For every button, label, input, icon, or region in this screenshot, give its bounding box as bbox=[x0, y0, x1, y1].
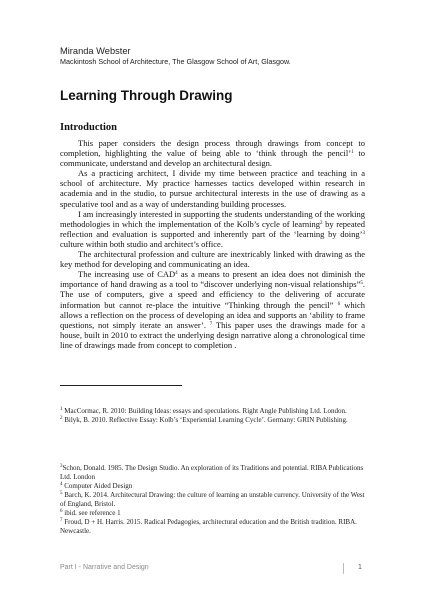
footnote-text: Schon, Donald. 1985. The Design Studio. An exploration of its Traditions and potential. RIBA Publications Ltd. London bbox=[60, 464, 364, 481]
author-name: Miranda Webster bbox=[60, 46, 131, 56]
paragraph-text: As a practicing architect, I divide my time between practice and teaching in a school of architecture. My practice harnesses tactics developed within research in academia and in the studio, to pursue architectural interests in the use of drawing as a speculative tool and as a way of understanding building processes. bbox=[60, 168, 365, 209]
footnote-number: 5 bbox=[60, 491, 63, 496]
footnote-separator bbox=[60, 385, 182, 386]
paragraph-text: as a means to present an idea does not diminish the importance of hand drawing as a tool to “discover underlying non-visual relationships” bbox=[60, 269, 365, 290]
body-paragraph bbox=[60, 209, 365, 249]
page-number: 1 bbox=[358, 564, 362, 571]
footnote-number: 1 bbox=[60, 407, 63, 412]
footnote-number: 4 bbox=[60, 482, 63, 487]
footnote-text: Bilyk, B. 2010. Reflective Essay: Kolb’s ‘Experiential Learning Cycle’. Germany: GRIN Publishing. bbox=[62, 416, 348, 424]
paragraph-text: The increasing use of CAD bbox=[78, 269, 176, 280]
footnote-reference: 7 bbox=[209, 321, 213, 327]
footnote bbox=[60, 416, 370, 425]
footnote-number: 6 bbox=[60, 509, 63, 514]
section-heading: Introduction bbox=[60, 122, 117, 133]
body-paragraph bbox=[60, 249, 365, 269]
paragraph-text: which allows a reflection on the process of developing an idea and supports an ‘ability to frame questions, not simply iterate an answer’. bbox=[60, 299, 365, 330]
footer-section-label: Part I - Narrative and Design bbox=[60, 564, 149, 571]
footnote-reference: 6 bbox=[337, 301, 341, 307]
footnote bbox=[60, 509, 370, 518]
paragraph-text: by repeated reflection and evaluation is supported and inherently part of the ‘learning by doing’ bbox=[60, 218, 365, 239]
footnotes-group-a bbox=[60, 407, 370, 425]
footnote bbox=[60, 407, 370, 416]
footnote bbox=[60, 464, 370, 482]
footnotes-group-b bbox=[60, 464, 370, 536]
footnote-text: ibid. see reference 1 bbox=[62, 509, 121, 517]
body-text bbox=[60, 138, 365, 350]
paragraph-text: This paper uses the drawings made for a house, built in 2010 to extract the underlying design narrative along a chronological time line of drawings made from concept to completion . bbox=[60, 319, 366, 350]
footnote-reference: 5 bbox=[360, 281, 363, 287]
footnote-text: Barch, K. 2014. Architectural Drawing: the culture of learning an unstable currency. University of the West of England, Bristol. bbox=[60, 491, 365, 508]
paragraph-text: I am increasingly interested in supporting the students understanding of the working methodologies in which the implementation of the Kolb’s cycle of learning bbox=[60, 208, 365, 229]
author-block bbox=[60, 46, 390, 67]
page-footer bbox=[60, 564, 370, 576]
footer-divider bbox=[343, 563, 344, 574]
body-paragraph bbox=[60, 138, 365, 168]
paragraph-text: to communicate, understand and develop an architectural design. bbox=[60, 148, 365, 169]
body-paragraph bbox=[60, 269, 365, 350]
footnote bbox=[60, 482, 370, 491]
paragraph-text: culture within both studio and architect’s office. bbox=[60, 238, 223, 249]
paragraph-text: . The use of computers, give a speed and efficiency to the delivering of accurate information but cannot re-place the intuitive “Thinking through the pencil” bbox=[60, 279, 365, 310]
footnote-text: Computer Aided Design bbox=[62, 482, 133, 490]
footnote-reference: 1 bbox=[351, 150, 354, 156]
footnote-number: 7 bbox=[60, 518, 63, 523]
footnote bbox=[60, 518, 370, 536]
footnote-number: 2 bbox=[60, 416, 63, 421]
footnote-text: MacCormac, R. 2010: Building Ideas: essays and speculations. Right Angle Publishing Ltd. London. bbox=[62, 407, 347, 415]
author-affiliation: Mackintosh School of Architecture, The Glasgow School of Art, Glasgow. bbox=[60, 57, 291, 66]
paragraph-text: The architectural profession and culture are inextricably linked with drawing as the key method for developing and communicating an idea. bbox=[60, 249, 365, 270]
footnote-reference: 2 bbox=[320, 220, 323, 226]
footnote-number: 3 bbox=[60, 464, 63, 469]
paper-title: Learning Through Drawing bbox=[60, 88, 233, 103]
footnote-text: Froud, D + H. Harris. 2015. Radical Pedagogies, architectural education and the British tradition. RIBA. Newcastle. bbox=[60, 518, 357, 535]
body-paragraph bbox=[60, 168, 365, 208]
footnote-reference: 4 bbox=[175, 271, 178, 277]
footnote-reference: 3 bbox=[362, 230, 365, 236]
paragraph-text: This paper considers the design process through drawings from concept to completion, highlighting the value of being able to ‘think through the pencil’ bbox=[60, 138, 365, 159]
footnote bbox=[60, 491, 370, 509]
